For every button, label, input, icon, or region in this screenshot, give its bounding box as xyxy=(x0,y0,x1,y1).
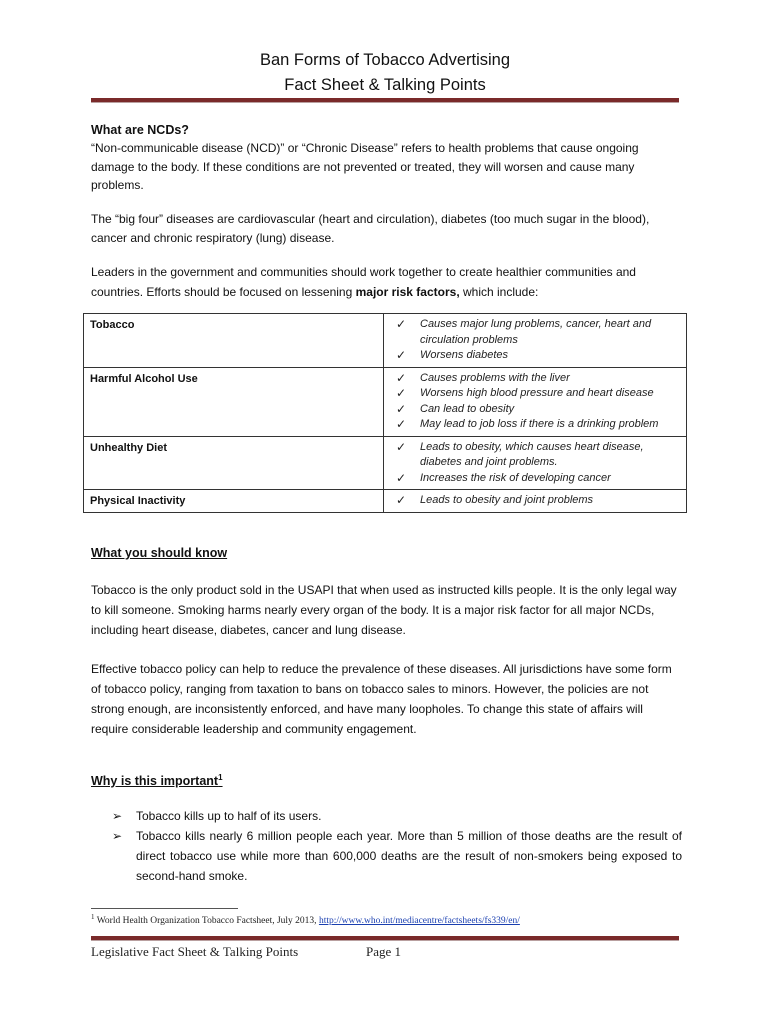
effect-text: Causes problems with the liver xyxy=(420,371,570,384)
important-heading xyxy=(91,773,223,788)
footnote-number: 1 xyxy=(91,913,95,921)
risk-table-row xyxy=(84,367,687,436)
effect-item xyxy=(396,440,680,471)
footnote-link[interactable]: http://www.who.int/mediacentre/factsheets/fs339/en/ xyxy=(318,916,520,927)
ncds-p3-text: Leaders in the government and communities should work together to create healthier communities and countries. Efforts should be focused on lessening xyxy=(91,265,636,299)
effect-item xyxy=(396,402,680,418)
effects-list xyxy=(390,493,680,509)
checkmark-icon: ✓ xyxy=(396,401,407,416)
effect-item xyxy=(396,317,680,348)
checkmark-icon: ✓ xyxy=(396,348,407,362)
ncds-p3-bold: major risk factors, xyxy=(355,285,460,299)
effect-item xyxy=(396,348,680,364)
know-paragraph-2: Effective tobacco policy can help to reduce the prevalence of these diseases. All jurisdictions have some form of tobacco policy, ranging from taxation to bans on tobacco sales to minors. However, the policies are not strong enough, are inconsistently enforced, and have many loopholes. To change this state of affairs will require considerable leadership and community engagement. xyxy=(91,662,672,736)
risk-factor-name: Tobacco xyxy=(84,314,384,368)
risk-factor-effects xyxy=(384,367,687,436)
risk-factor-name: Harmful Alcohol Use xyxy=(84,367,384,436)
list-item xyxy=(112,826,682,886)
checkmark-icon: ✓ xyxy=(396,317,407,331)
effect-text: Increases the risk of developing cancer xyxy=(420,471,611,484)
checkmark-icon: ✓ xyxy=(396,417,407,431)
checkmark-icon: ✓ xyxy=(396,370,407,385)
bullet-text: Tobacco kills up to half of its users. xyxy=(136,809,322,823)
list-item xyxy=(112,806,682,826)
effect-text: Worsens diabetes xyxy=(420,349,509,361)
checkmark-icon: ✓ xyxy=(396,493,407,507)
risk-factor-effects xyxy=(384,436,687,490)
checkmark-icon: ✓ xyxy=(396,470,407,485)
effect-item xyxy=(396,471,680,487)
ncds-p3-end: which include: xyxy=(459,285,539,299)
effect-item xyxy=(396,386,680,402)
effect-item xyxy=(396,493,680,509)
risk-table-row xyxy=(84,490,687,513)
effects-list xyxy=(390,440,680,487)
risk-factor-effects xyxy=(384,490,687,513)
footnote xyxy=(91,913,520,926)
footnote-divider xyxy=(91,908,238,909)
effect-text: Causes major lung problems, cancer, heart and circulation problems xyxy=(420,318,652,346)
risk-factor-effects xyxy=(384,314,687,368)
footer-divider xyxy=(91,936,679,941)
effects-list xyxy=(390,317,680,364)
effect-text: Can lead to obesity xyxy=(420,402,515,415)
effect-text: Leads to obesity, which causes heart disease, diabetes and joint problems. xyxy=(420,440,644,468)
page-title-line2: Fact Sheet & Talking Points xyxy=(284,76,486,94)
effect-text: Leads to obesity and joint problems xyxy=(420,494,594,506)
risk-factor-table xyxy=(83,313,687,513)
footnote-text: World Health Organization Tobacco Factsheet, July 2013, xyxy=(96,916,319,927)
ncds-heading: What are NCDs? xyxy=(91,123,189,137)
arrow-bullet-icon: ➢ xyxy=(112,829,123,843)
important-heading-text: Why is this important xyxy=(91,774,219,789)
ncds-paragraph-1: “Non-communicable disease (NCD)” or “Chronic Disease” refers to health problems that cause ongoing damage to the body. If these conditions are not prevented or treated, they will worsen and cause many problems. xyxy=(91,141,639,192)
risk-factor-name: Physical Inactivity xyxy=(84,490,384,513)
checkmark-icon: ✓ xyxy=(396,386,407,400)
ncds-paragraph-2: The “big four” diseases are cardiovascular (heart and circulation), diabetes (too much sugar in the blood), cancer and chronic respiratory (lung) disease. xyxy=(91,212,650,245)
effect-text: May lead to job loss if there is a drinking problem xyxy=(420,418,659,430)
effects-list xyxy=(390,371,680,433)
effect-item xyxy=(396,371,680,387)
page-title-line1: Ban Forms of Tobacco Advertising xyxy=(259,51,511,69)
effect-item xyxy=(396,417,680,433)
checkmark-icon: ✓ xyxy=(396,439,407,454)
know-paragraph-1: Tobacco is the only product sold in the USAPI that when used as instructed kills people. It is the only legal way to kill someone. Smoking harms nearly every organ of the body. It is a major risk factor for all major NCDs, including heart disease, diabetes, cancer and lung disease. xyxy=(91,583,677,637)
footer-page-number: Page 1 xyxy=(366,944,402,959)
know-heading: What you should know xyxy=(91,546,228,560)
important-bullet-list xyxy=(112,806,682,886)
ncds-paragraph-3 xyxy=(91,262,681,302)
arrow-bullet-icon: ➢ xyxy=(112,809,123,823)
footer-title: Legislative Fact Sheet & Talking Points xyxy=(91,944,299,959)
risk-table-row xyxy=(84,436,687,490)
risk-factor-name: Unhealthy Diet xyxy=(84,436,384,490)
risk-table-row xyxy=(84,314,687,368)
footnote-ref: 1 xyxy=(218,773,223,782)
header-divider xyxy=(91,98,679,103)
bullet-text: Tobacco kills nearly 6 million people each year. More than 5 million of those deaths are the result of direct tobacco use while more than 600,000 deaths are the result of non-smokers being exposed to second-hand smoke. xyxy=(136,829,682,883)
effect-text: Worsens high blood pressure and heart disease xyxy=(420,387,654,399)
